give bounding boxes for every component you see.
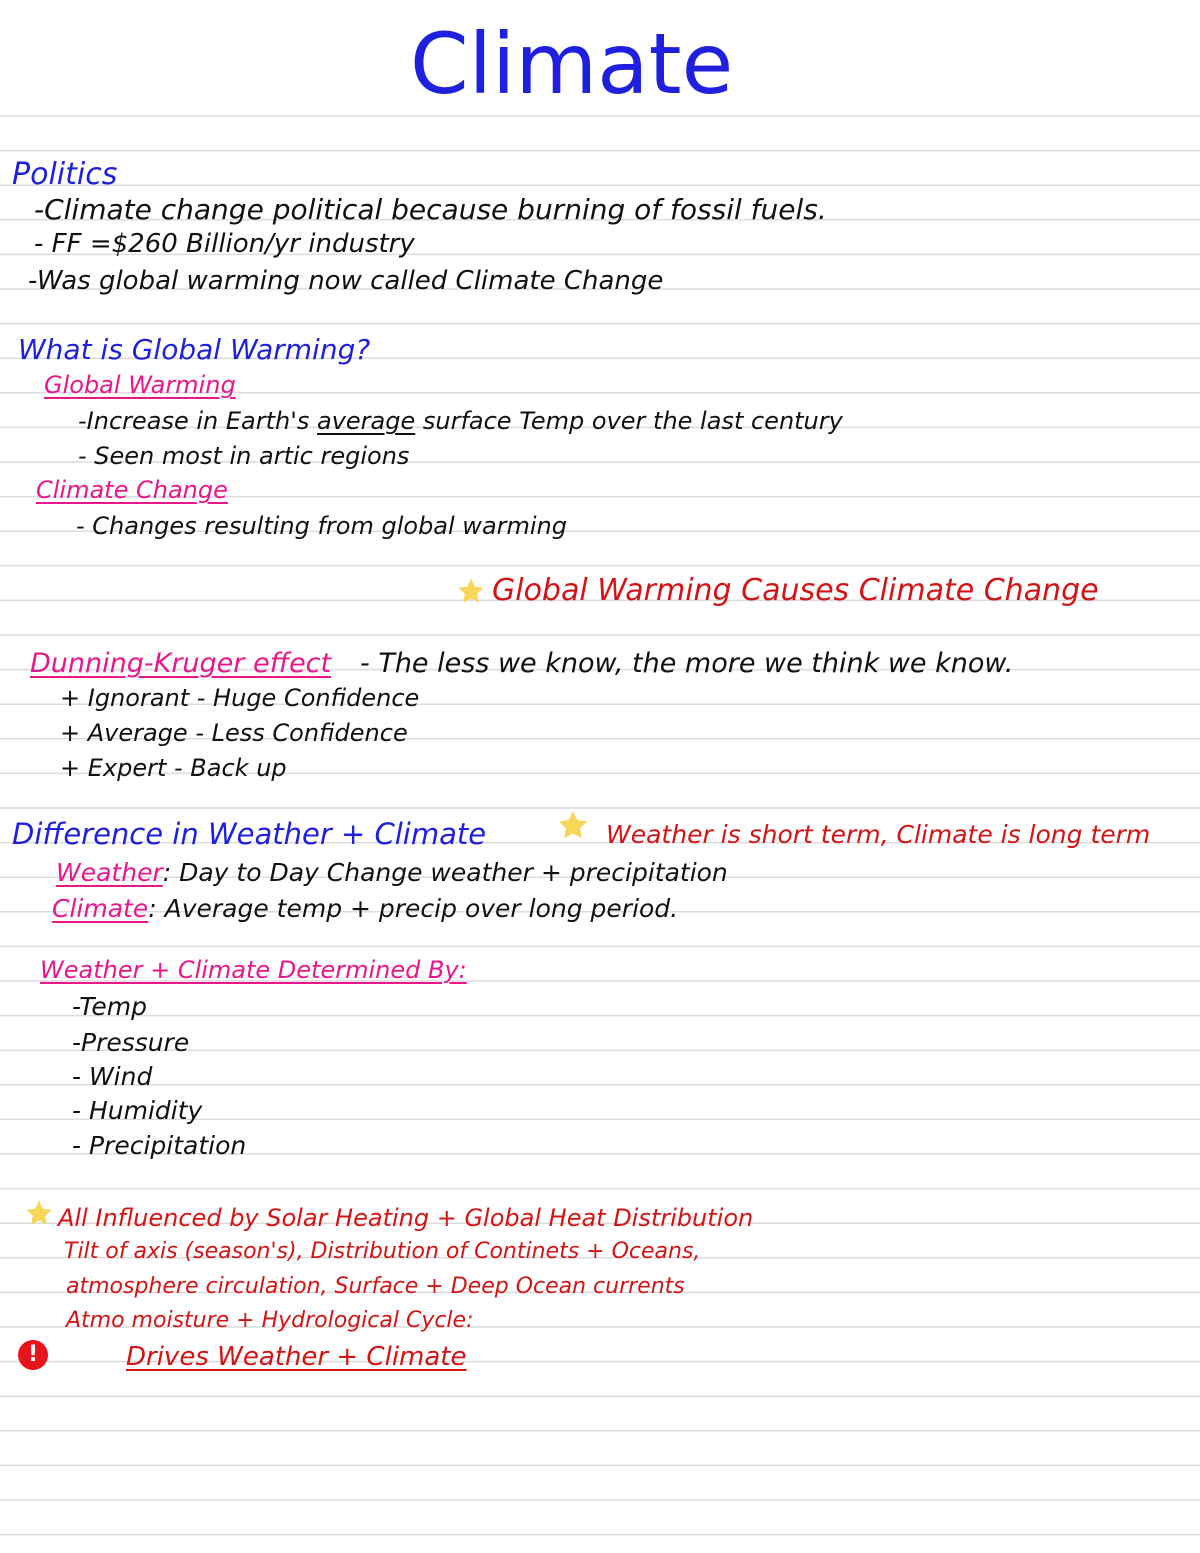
determined-item-temp: -Temp bbox=[72, 992, 147, 1021]
dunning-item-2: + Average - Less Confidence bbox=[60, 719, 408, 747]
determined-item-humidity: - Humidity bbox=[72, 1096, 203, 1125]
influence-line-4: Atmo moisture + Hydrological Cycle: bbox=[66, 1308, 474, 1333]
global-warming-callout: Global Warming Causes Climate Change bbox=[492, 573, 1099, 608]
climate-change-line: - Changes resulting from global warming bbox=[76, 512, 568, 540]
politics-heading: Politics bbox=[12, 157, 118, 192]
global-warming-label: Global Warming bbox=[44, 371, 236, 399]
star-icon bbox=[24, 1198, 54, 1228]
gw-line1-post: surface Temp over the last century bbox=[415, 407, 843, 435]
weather-definition bbox=[56, 860, 728, 885]
dunning-item-1: + Ignorant - Huge Confidence bbox=[60, 684, 420, 712]
star-icon bbox=[556, 808, 590, 842]
climate-change-label: Climate Change bbox=[36, 476, 228, 504]
dunning-kruger-definition: - The less we know, the more we think we know. bbox=[360, 648, 1014, 679]
determined-item-precipitation: - Precipitation bbox=[72, 1131, 247, 1160]
determined-heading: Weather + Climate Determined By: bbox=[40, 956, 467, 984]
climate-label: Climate bbox=[52, 894, 149, 923]
dunning-kruger-label: Dunning-Kruger effect bbox=[30, 648, 332, 679]
politics-line-1: -Climate change political because burning of fossil fuels. bbox=[34, 193, 827, 226]
climate-def-text: : Average temp + precip over long period. bbox=[148, 894, 679, 923]
alert-icon: ! bbox=[18, 1340, 48, 1370]
difference-heading: Difference in Weather + Climate bbox=[12, 817, 487, 851]
determined-item-wind: - Wind bbox=[72, 1062, 153, 1091]
drives-weather-climate: Drives Weather + Climate bbox=[126, 1342, 467, 1372]
weather-def-text: : Day to Day Change weather + precipitation bbox=[162, 858, 728, 887]
global-warming-heading: What is Global Warming? bbox=[18, 333, 371, 366]
gw-line1-pre: -Increase in Earth's bbox=[78, 407, 317, 435]
difference-callout: Weather is short term, Climate is long term bbox=[606, 820, 1151, 849]
global-warming-line-2: - Seen most in artic regions bbox=[78, 442, 410, 470]
politics-line-2: - FF =$260 Billion/yr industry bbox=[34, 229, 415, 259]
global-warming-line-1 bbox=[78, 409, 843, 433]
weather-label: Weather bbox=[56, 858, 163, 887]
climate-definition bbox=[52, 896, 678, 921]
gw-line1-emphasis: average bbox=[316, 407, 416, 435]
dunning-item-3: + Expert - Back up bbox=[60, 754, 287, 782]
influence-line-3: atmosphere circulation, Surface + Deep Ocean currents bbox=[66, 1274, 685, 1299]
star-icon bbox=[456, 576, 486, 606]
influence-line-2: Tilt of axis (season's), Distribution of Continets + Oceans, bbox=[64, 1239, 701, 1264]
politics-line-3: -Was global warming now called Climate Change bbox=[28, 266, 664, 296]
determined-item-pressure: -Pressure bbox=[72, 1028, 190, 1057]
influence-line-1: All Influenced by Solar Heating + Global Heat Distribution bbox=[58, 1204, 754, 1232]
page-title: Climate bbox=[410, 15, 734, 113]
